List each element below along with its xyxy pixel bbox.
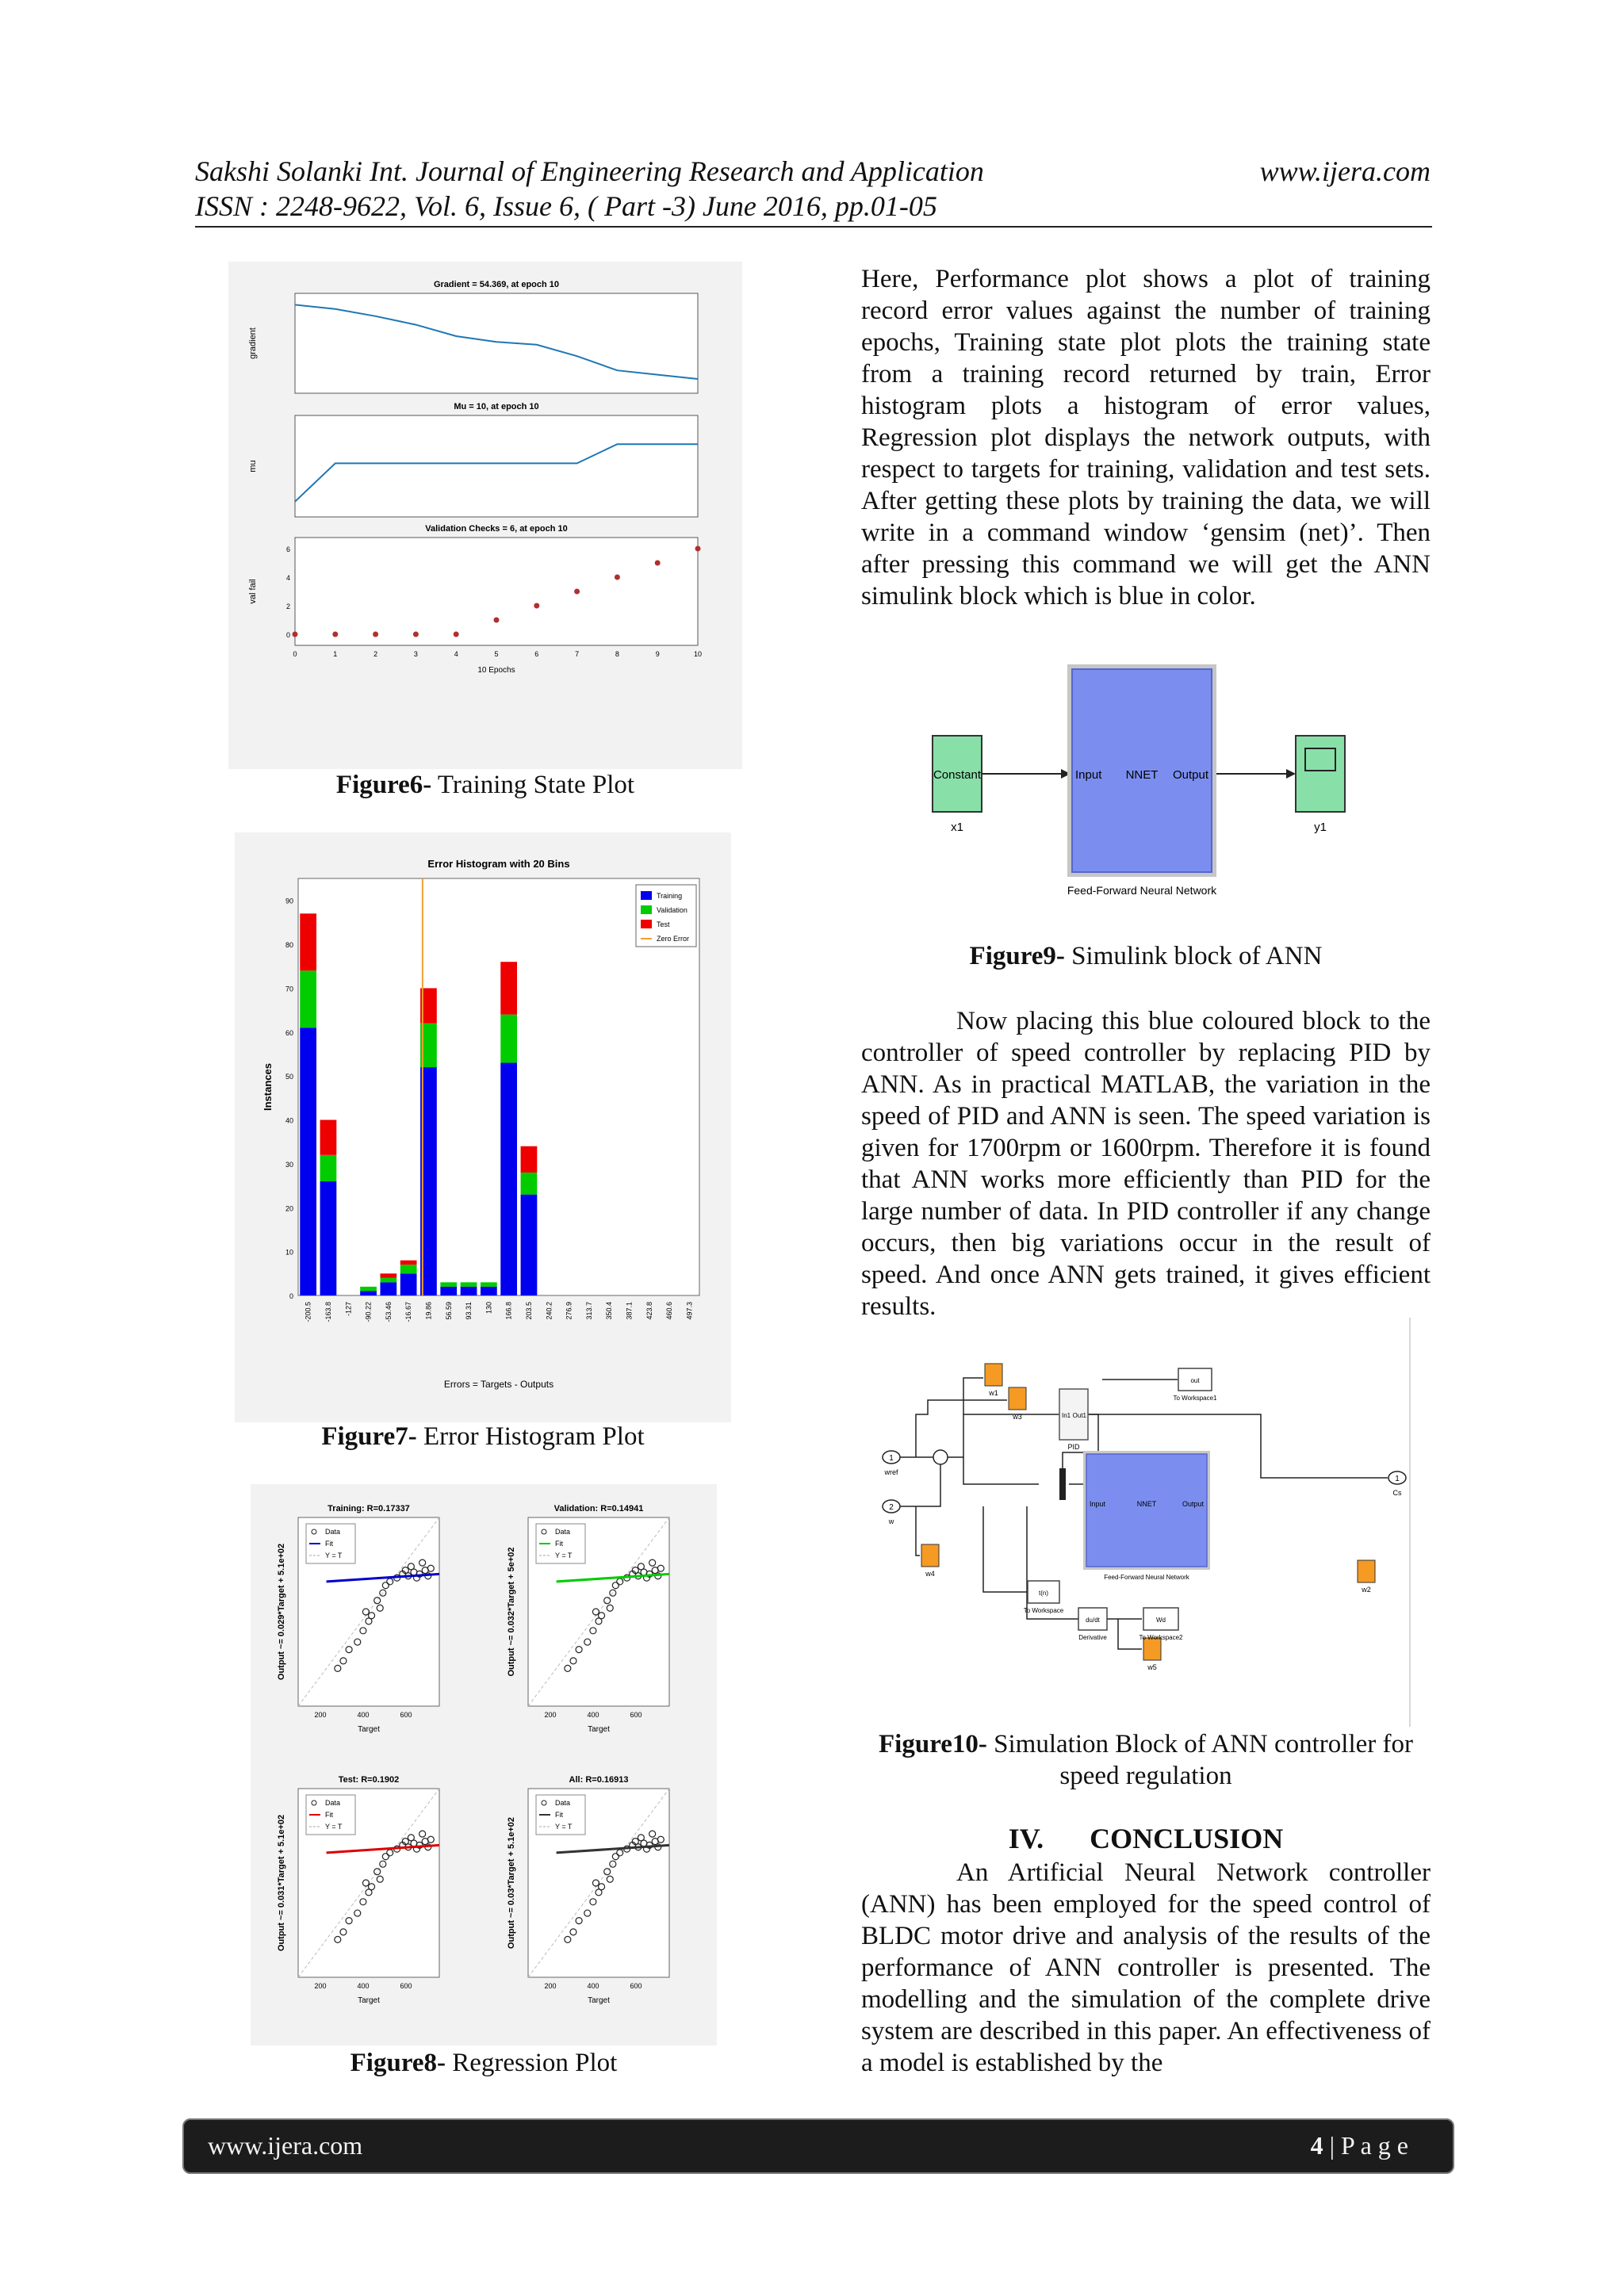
inport-1-number: 1 bbox=[889, 1454, 894, 1463]
scope-w5-label: w5 bbox=[1147, 1663, 1157, 1671]
x-tick-label: 1 bbox=[333, 650, 338, 658]
figure9-simulink-block bbox=[920, 655, 1380, 916]
to-workspace-var: t(n) bbox=[1039, 1590, 1048, 1597]
val-fail-point bbox=[534, 603, 539, 609]
footer-page-num: 4 bbox=[1310, 2131, 1323, 2160]
nnet-block-label: NNET bbox=[1136, 1500, 1157, 1508]
x-tick-label: 600 bbox=[400, 1711, 412, 1719]
constant-block-label: Constant bbox=[933, 768, 982, 782]
y-tick-label: 90 bbox=[285, 897, 293, 905]
nnet-output-port: Output bbox=[1182, 1500, 1204, 1508]
bar-training bbox=[360, 1291, 377, 1295]
plot-title: Validation Checks = 6, at epoch 10 bbox=[425, 524, 568, 534]
legend-label: Y = T bbox=[325, 1552, 343, 1559]
section-heading-conclusion bbox=[861, 1822, 1431, 1855]
axis-label-y: val fail bbox=[248, 579, 258, 604]
paragraph-conclusion-text: An Artificial Neural Network controller (ANN) has been employed for the speed control of BLDC motor drive and analysis of the results of the performance of ANN controller is presented. The modelling and the simulation of the complete drive system are described in this paper. An effectiveness of a model is established by the bbox=[861, 1858, 1431, 2077]
figure7-label: Figure7- bbox=[321, 1422, 417, 1451]
figure8-caption-text: Regression Plot bbox=[446, 2049, 618, 2077]
derivative-label: Derivative bbox=[1078, 1634, 1107, 1641]
legend-label: Zero Error bbox=[657, 935, 690, 943]
bar-test bbox=[320, 1120, 337, 1155]
x-tick-label: 7 bbox=[575, 650, 580, 658]
footer-page-number bbox=[1311, 2131, 1408, 2160]
bar-validation bbox=[300, 970, 316, 1027]
axis-label-x: 10 Epochs bbox=[477, 666, 515, 675]
x-tick-label: 400 bbox=[587, 1982, 599, 1990]
to-workspace-label: To Workspace bbox=[1023, 1607, 1064, 1614]
error-histogram-chart bbox=[235, 832, 731, 1422]
y-tick-label: 10 bbox=[285, 1248, 293, 1257]
bar-validation bbox=[481, 1282, 497, 1287]
axis-label-x: Errors = Targets - Outputs bbox=[443, 1379, 554, 1390]
y-tick-label: 0 bbox=[285, 631, 290, 639]
pid-out-port: Out1 bbox=[1072, 1412, 1086, 1419]
x-tick-label: 166.8 bbox=[504, 1302, 513, 1320]
x-tick-label: -53.46 bbox=[384, 1302, 393, 1322]
bar-training bbox=[481, 1287, 497, 1295]
wire-sum-to-pid bbox=[948, 1414, 1059, 1457]
legend-swatch bbox=[641, 891, 652, 900]
nnet-input-port: Input bbox=[1075, 768, 1102, 782]
legend-label: Data bbox=[555, 1528, 571, 1536]
figure8-label: Figure8- bbox=[350, 2049, 446, 2077]
bar-validation bbox=[440, 1282, 457, 1287]
bar-test bbox=[400, 1261, 417, 1265]
x-tick-label: 4 bbox=[454, 650, 458, 658]
axis-label-y: Output ~= 0.031*Target + 5.1e+02 bbox=[277, 1814, 286, 1952]
x-tick-label: 276.9 bbox=[565, 1302, 573, 1320]
plot-title: Error Histogram with 20 Bins bbox=[427, 858, 570, 870]
axis-label-x: Target bbox=[588, 1996, 610, 2005]
legend-label: Data bbox=[555, 1799, 571, 1807]
axis-label-x: Target bbox=[358, 1725, 380, 1734]
bar-training bbox=[320, 1181, 337, 1295]
page-footer bbox=[182, 2118, 1454, 2174]
section-title: CONCLUSION bbox=[1090, 1823, 1284, 1854]
plot-title: Test: R=0.1902 bbox=[338, 1775, 400, 1785]
scope-w2 bbox=[1358, 1560, 1375, 1582]
x-tick-label: 8 bbox=[615, 650, 619, 658]
x-tick-label: 200 bbox=[314, 1982, 327, 1990]
bar-training bbox=[380, 1282, 396, 1295]
y-tick-label: 6 bbox=[285, 545, 290, 553]
nnet-block-name: Feed-Forward Neural Network bbox=[1067, 884, 1217, 897]
x-tick-label: 130 bbox=[485, 1302, 493, 1314]
figure10-caption-line2: speed regulation bbox=[1059, 1762, 1232, 1790]
x-tick-label: 56.59 bbox=[444, 1302, 453, 1320]
x-tick-label: 0 bbox=[293, 650, 297, 658]
bar-training bbox=[400, 1273, 417, 1295]
wire-to-scope-w1 bbox=[963, 1378, 983, 1414]
x-tick-label: 600 bbox=[630, 1711, 642, 1719]
x-tick-label: 19.86 bbox=[424, 1302, 433, 1320]
val-fail-point bbox=[293, 632, 298, 637]
running-header-journal: Sakshi Solanki Int. Journal of Engineering Research and Application bbox=[195, 155, 984, 187]
legend-label: Data bbox=[325, 1528, 341, 1536]
plot-title: Mu = 10, at epoch 10 bbox=[454, 402, 539, 411]
to-workspace2-var: Wd bbox=[1156, 1617, 1166, 1624]
legend-label: Fit bbox=[555, 1811, 563, 1819]
figure10-caption bbox=[861, 1728, 1431, 1792]
bar-training bbox=[300, 1027, 316, 1295]
outport-1-number: 1 bbox=[1395, 1475, 1400, 1483]
sum-block bbox=[933, 1450, 948, 1464]
bar-validation bbox=[320, 1155, 337, 1181]
to-workspace2-label: To Workspace2 bbox=[1139, 1634, 1183, 1641]
y-tick-label: 80 bbox=[285, 941, 293, 950]
x-tick-label: 200 bbox=[544, 1982, 557, 1990]
paragraph-conclusion bbox=[861, 1857, 1431, 2079]
figure6-caption-text: Training State Plot bbox=[431, 771, 635, 799]
legend-label: Fit bbox=[325, 1540, 333, 1548]
x-tick-label: 460.6 bbox=[665, 1302, 674, 1320]
nnet-block-label: NNET bbox=[1125, 768, 1159, 782]
x-tick-label: 600 bbox=[400, 1982, 412, 1990]
val-fail-point bbox=[695, 546, 701, 552]
switch-block bbox=[1059, 1468, 1066, 1500]
axis-label-y: Output ~= 0.03*Target + 5.1e+02 bbox=[507, 1816, 516, 1950]
to-workspace1-label: To Workspace1 bbox=[1173, 1395, 1217, 1402]
axis-label-y: Output ~= 0.029*Target + 5.1e+02 bbox=[277, 1543, 286, 1681]
nnet-block-name: Feed-Forward Neural Network bbox=[1104, 1574, 1189, 1581]
scope-w4 bbox=[921, 1544, 939, 1567]
legend-label: Y = T bbox=[325, 1823, 343, 1831]
plot-title: Gradient = 54.369, at epoch 10 bbox=[433, 280, 560, 289]
scope-w1 bbox=[985, 1364, 1002, 1386]
y-tick-label: 60 bbox=[285, 1028, 293, 1037]
scope-w2-label: w2 bbox=[1362, 1586, 1371, 1594]
scope-w4-label: w4 bbox=[925, 1570, 935, 1578]
constant-block-name: x1 bbox=[951, 821, 963, 834]
x-tick-label: -200.5 bbox=[304, 1302, 312, 1322]
wire-to-workspace bbox=[983, 1506, 1027, 1592]
x-tick-label: 93.31 bbox=[465, 1302, 473, 1320]
axis-label-y: Instances bbox=[262, 1063, 274, 1111]
val-fail-point bbox=[574, 589, 580, 595]
bar-training bbox=[440, 1287, 457, 1295]
val-fail-point bbox=[413, 632, 419, 637]
bar-training bbox=[521, 1195, 538, 1295]
x-tick-label: 3 bbox=[413, 650, 418, 658]
x-tick-label: 240.2 bbox=[545, 1302, 553, 1320]
running-header-url: www.ijera.com bbox=[1259, 155, 1431, 187]
figure6-caption bbox=[228, 769, 742, 801]
inport-2-name: w bbox=[888, 1517, 894, 1525]
legend-label: Fit bbox=[325, 1811, 333, 1819]
x-tick-label: 600 bbox=[630, 1982, 642, 1990]
x-tick-label: 497.3 bbox=[685, 1302, 694, 1320]
nnet-output-port: Output bbox=[1172, 768, 1208, 782]
x-tick-label: -16.67 bbox=[404, 1302, 413, 1322]
running-header-issn: ISSN : 2248-9622, Vol. 6, Issue 6, ( Part -3) June 2016, pp.01-05 bbox=[195, 190, 937, 222]
scope-w1-label: w1 bbox=[989, 1389, 998, 1397]
outport-1-name: Cs bbox=[1392, 1489, 1402, 1497]
section-number: IV. bbox=[1008, 1823, 1044, 1854]
bar-test bbox=[521, 1146, 538, 1173]
scope-w3 bbox=[1009, 1387, 1026, 1410]
figure8-regression-plot bbox=[251, 1484, 717, 2045]
plot-axes-box bbox=[295, 415, 698, 517]
val-fail-point bbox=[615, 575, 620, 580]
val-fail-point bbox=[454, 632, 459, 637]
bar-validation bbox=[360, 1287, 377, 1292]
nnet-input-port: Input bbox=[1090, 1500, 1106, 1508]
bar-validation bbox=[500, 1015, 517, 1063]
bar-validation bbox=[380, 1278, 396, 1283]
axis-label-x: Target bbox=[358, 1996, 380, 2005]
axis-label-y: Output ~= 0.032*Target + 5e+02 bbox=[507, 1547, 516, 1677]
inport-2-number: 2 bbox=[889, 1503, 894, 1512]
x-tick-label: 203.5 bbox=[524, 1302, 533, 1320]
nnet-block bbox=[1086, 1454, 1207, 1567]
x-tick-label: 313.7 bbox=[584, 1302, 593, 1320]
paragraph-ann-vs-pid-text: Now placing this blue coloured block to the controller of speed controller by replacing PID by ANN. As in practical MATLAB, the variation in the speed of PID and ANN is seen. The speed variation is given for 1700rpm or 1600rpm. Therefore it is found that ANN works more efficiently than PID for the large number of data. In PID controller if any change occurs, then big variations occur in the result of speed. And once ANN gets trained, it gives efficient results. bbox=[861, 1007, 1431, 1321]
y-tick-label: 50 bbox=[285, 1073, 293, 1081]
y-tick-label: 4 bbox=[285, 574, 290, 582]
x-tick-label: 387.1 bbox=[625, 1302, 634, 1320]
wire-derivative-to-scope-w5 bbox=[1118, 1619, 1142, 1649]
footer-url: www.ijera.com bbox=[208, 2131, 363, 2160]
bar-training bbox=[500, 1063, 517, 1295]
val-fail-point bbox=[494, 618, 500, 623]
x-tick-label: 350.4 bbox=[605, 1302, 614, 1320]
x-tick-label: 200 bbox=[314, 1711, 327, 1719]
header-rule bbox=[195, 226, 1432, 228]
figure7-caption bbox=[235, 1421, 731, 1452]
pid-block-label: PID bbox=[1067, 1443, 1080, 1451]
derivative-expr: du/dt bbox=[1086, 1617, 1100, 1624]
wire-to-scope-w3 bbox=[916, 1400, 1007, 1457]
wire-sum-to-switch bbox=[963, 1457, 1039, 1484]
figure10-simulation-block bbox=[872, 1318, 1419, 1727]
x-tick-label: 400 bbox=[357, 1711, 370, 1719]
x-tick-label: 400 bbox=[357, 1982, 370, 1990]
figure9-caption bbox=[861, 940, 1431, 972]
scope-w3-label: w3 bbox=[1013, 1413, 1022, 1421]
val-fail-point bbox=[373, 632, 378, 637]
bar-training bbox=[461, 1287, 477, 1295]
y-tick-label: 20 bbox=[285, 1204, 293, 1213]
bar-validation bbox=[400, 1265, 417, 1273]
legend-label: Y = T bbox=[555, 1823, 573, 1831]
legend-label: Validation bbox=[657, 906, 688, 914]
x-tick-label: -163.8 bbox=[324, 1302, 332, 1322]
footer-page-word: | P a g e bbox=[1323, 2131, 1408, 2160]
wire-w-to-sum bbox=[900, 1464, 940, 1506]
legend-swatch bbox=[641, 920, 652, 928]
x-tick-label: 2 bbox=[373, 650, 378, 658]
ann-controller-simulation-diagram bbox=[872, 1318, 1419, 1727]
x-tick-label: 6 bbox=[534, 650, 539, 658]
figure9-label: Figure9- bbox=[969, 942, 1065, 970]
y-tick-label: 40 bbox=[285, 1116, 293, 1125]
x-tick-label: 423.8 bbox=[645, 1302, 653, 1320]
x-tick-label: 10 bbox=[693, 650, 703, 658]
plot-title: Training: R=0.17337 bbox=[327, 1504, 410, 1513]
scope-w5 bbox=[1143, 1638, 1161, 1660]
signal-arrow-nnet-to-scope bbox=[1286, 769, 1296, 779]
x-tick-label: 5 bbox=[494, 650, 499, 658]
wire-to-scope-w4 bbox=[916, 1506, 920, 1556]
x-tick-label: -127 bbox=[344, 1302, 353, 1317]
axis-label-y: mu bbox=[248, 460, 258, 473]
legend-swatch bbox=[641, 905, 652, 914]
legend-label: Data bbox=[325, 1799, 341, 1807]
to-workspace1-var: out bbox=[1190, 1377, 1200, 1384]
x-tick-label: 9 bbox=[655, 650, 660, 658]
y-tick-label: 0 bbox=[289, 1292, 293, 1300]
bar-validation bbox=[461, 1282, 477, 1287]
figure8-caption bbox=[251, 2047, 717, 2079]
val-fail-point bbox=[655, 561, 661, 566]
scope-block bbox=[1296, 736, 1345, 812]
bar-test bbox=[500, 962, 517, 1014]
figure6-label: Figure6- bbox=[335, 771, 432, 799]
y-tick-label: 2 bbox=[285, 603, 290, 610]
x-tick-label: 400 bbox=[587, 1711, 599, 1719]
plot-axes-box bbox=[295, 538, 698, 645]
axis-label-y: gradient bbox=[248, 327, 258, 359]
plot-title: All: R=0.16913 bbox=[569, 1775, 629, 1785]
bar-validation bbox=[521, 1173, 538, 1195]
legend-label: Fit bbox=[555, 1540, 563, 1548]
figure7-caption-text: Error Histogram Plot bbox=[416, 1422, 645, 1451]
figure10-caption-line1: Simulation Block of ANN controller for bbox=[986, 1730, 1413, 1758]
figure9-caption-text: Simulink block of ANN bbox=[1064, 942, 1323, 970]
pid-in-port: In1 bbox=[1062, 1412, 1071, 1419]
legend-label: Test bbox=[657, 920, 670, 928]
axis-label-x: Target bbox=[588, 1725, 610, 1734]
figure6-training-state-plot bbox=[228, 262, 742, 769]
training-state-chart bbox=[228, 262, 742, 769]
simulink-ann-diagram bbox=[920, 655, 1380, 916]
x-tick-label: 200 bbox=[544, 1711, 557, 1719]
plot-axes-box bbox=[295, 293, 698, 393]
y-tick-label: 70 bbox=[285, 985, 293, 993]
y-tick-label: 30 bbox=[285, 1160, 293, 1169]
x-tick-label: -90.22 bbox=[364, 1302, 373, 1322]
legend-label: Training bbox=[657, 892, 683, 900]
paragraph-plots-description: Here, Performance plot shows a plot of training record error values against the number of training epochs, Training state plot plots the training state from a training record returned by train, Error histogram plots a histogram of error values, Regression plot displays the network outputs, with respect to targets for training, validation and test sets. After getting these plots by training the data, we will write in a command window ‘gensim (net)’. Then after pressing this command we will get the ANN simulink block which is blue in color. bbox=[861, 265, 1431, 610]
bar-test bbox=[300, 913, 316, 970]
legend-label: Y = T bbox=[555, 1552, 573, 1559]
inport-1-name: wref bbox=[884, 1468, 898, 1476]
figure10-label: Figure10- bbox=[879, 1730, 987, 1758]
scope-block-name: y1 bbox=[1314, 821, 1327, 834]
paragraph-ann-vs-pid bbox=[861, 1005, 1431, 1322]
val-fail-point bbox=[332, 632, 338, 637]
figure7-error-histogram bbox=[235, 832, 731, 1422]
bar-test bbox=[380, 1273, 396, 1278]
plot-title: Validation: R=0.14941 bbox=[553, 1504, 644, 1513]
regression-chart bbox=[251, 1484, 717, 2045]
